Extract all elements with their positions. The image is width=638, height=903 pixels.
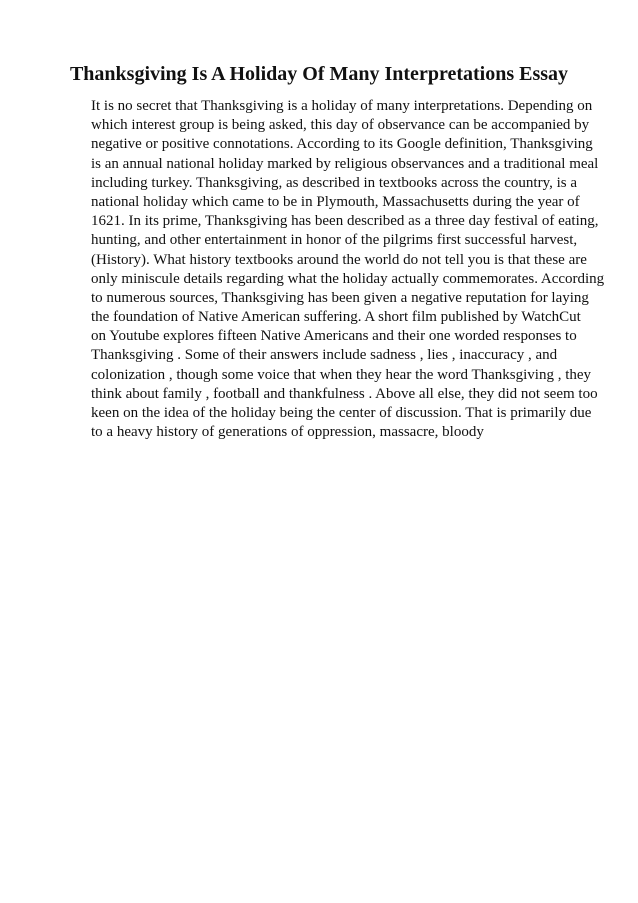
body-line: is an annual national holiday marked by religious observances and a traditional meal [91,155,599,172]
essay-title: Thanksgiving Is A Holiday Of Many Interpretations Essay [69,63,569,85]
body-line: which interest group is being asked, this day of observance can be accompanied by [91,117,590,134]
body-line: 1621. In its prime, Thanksgiving has been described as a three day festival of eating, [91,213,599,230]
body-line: hunting, and other entertainment in honor of the pilgrims first successful harvest, [91,232,578,249]
body-line: on Youtube explores fifteen Native Americans and their one worded responses to [91,328,577,345]
body-line: colonization , though some voice that when they hear the word Thanksgiving , they [91,366,592,383]
body-line: It is no secret that Thanksgiving is a holiday of many interpretations. Depending on [91,98,593,114]
essay-body [91,97,611,442]
body-line: (History). What history textbooks around the world do not tell you is that these are [91,251,587,268]
body-line: only miniscule details regarding what the holiday actually commemorates. According [91,270,605,287]
body-line: including turkey. Thanksgiving, as described in textbooks across the country, is a [91,174,578,191]
body-line: to a heavy history of generations of oppression, massacre, bloody [91,424,484,441]
body-line: keen on the idea of the holiday being the center of discussion. That is primarily due [91,405,592,421]
body-line: national holiday which came to be in Plymouth, Massachusetts during the year of [91,193,580,210]
body-line: the foundation of Native American suffering. A short film published by WatchCut [91,309,581,326]
body-line: Thanksgiving . Some of their answers include sadness , lies , inaccuracy , and [91,347,558,364]
body-line: negative or positive connotations. According to its Google definition, Thanksgiving [91,136,593,153]
body-line: to numerous sources, Thanksgiving has been given a negative reputation for laying [91,289,589,306]
body-line: think about family , football and thankfulness . Above all else, they did not seem too [91,385,598,402]
